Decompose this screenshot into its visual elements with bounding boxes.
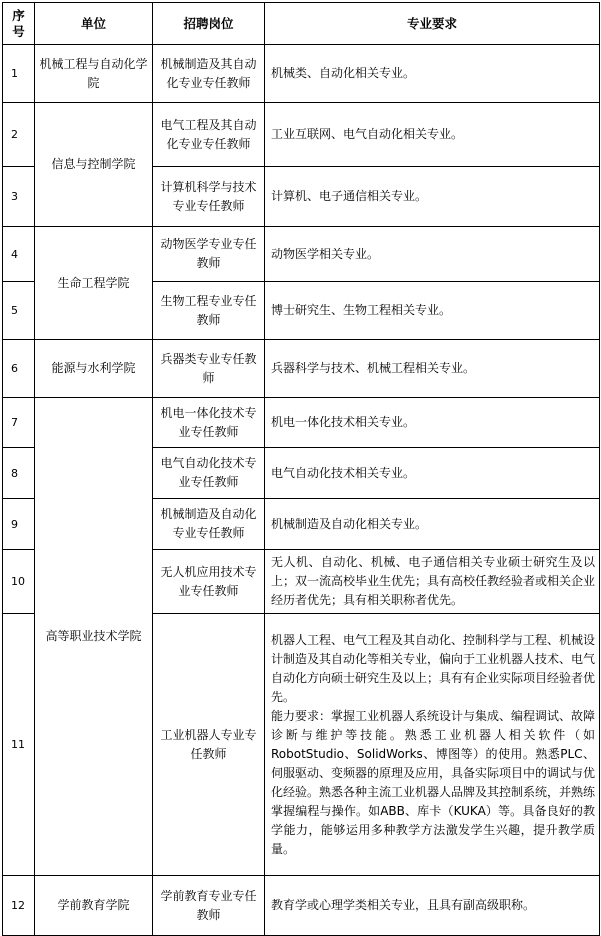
table-row xyxy=(3,103,600,167)
requirement-cell: 工业互联网、电气自动化相关专业。 xyxy=(265,103,600,167)
unit-cell: 信息与控制学院 xyxy=(35,103,153,227)
row-index: 6 xyxy=(3,340,35,398)
requirement-cell: 电气自动化技术相关专业。 xyxy=(265,448,600,499)
row-index: 1 xyxy=(3,45,35,103)
header-requirement: 专业要求 xyxy=(265,3,600,45)
requirement-cell xyxy=(265,614,600,876)
position-cell: 电气自动化技术专业专任教师 xyxy=(153,448,265,499)
requirement-cell: 教育学或心理学类相关专业，且具有副高级职称。 xyxy=(265,876,600,936)
requirement-cell: 博士研究生、生物工程相关专业。 xyxy=(265,282,600,340)
table-row xyxy=(3,876,600,936)
position-cell: 无人机应用技术专业专任教师 xyxy=(153,550,265,614)
header-unit: 单位 xyxy=(35,3,153,45)
unit-cell: 机械工程与自动化学院 xyxy=(35,45,153,103)
header-row xyxy=(3,3,600,45)
requirement-cell: 机械类、自动化相关专业。 xyxy=(265,45,600,103)
table-row xyxy=(3,340,600,398)
requirement-cell: 机械制造及自动化相关专业。 xyxy=(265,499,600,550)
requirement-cell: 计算机、电子通信相关专业。 xyxy=(265,167,600,227)
requirement-cell: 兵器科学与技术、机械工程相关专业。 xyxy=(265,340,600,398)
row-index: 12 xyxy=(3,876,35,936)
row-index: 5 xyxy=(3,282,35,340)
position-cell: 机械制造及自动化专业专任教师 xyxy=(153,499,265,550)
position-cell: 学前教育专业专任教师 xyxy=(153,876,265,936)
unit-cell: 能源与水利学院 xyxy=(35,340,153,398)
position-cell: 机电一体化技术专业专任教师 xyxy=(153,398,265,448)
row-index: 7 xyxy=(3,398,35,448)
table-row xyxy=(3,45,600,103)
recruitment-table xyxy=(2,2,600,936)
table-row xyxy=(3,227,600,282)
position-cell: 生物工程专业专任教师 xyxy=(153,282,265,340)
requirement-cell: 动物医学相关专业。 xyxy=(265,227,600,282)
position-cell: 机械制造及其自动化专业专任教师 xyxy=(153,45,265,103)
row-index: 10 xyxy=(3,550,35,614)
requirement-cell: 机电一体化技术相关专业。 xyxy=(265,398,600,448)
position-cell: 工业机器人专业专任教师 xyxy=(153,614,265,876)
position-cell: 动物医学专业专任教师 xyxy=(153,227,265,282)
position-cell: 兵器类专业专任教师 xyxy=(153,340,265,398)
table-row xyxy=(3,398,600,448)
header-position: 招聘岗位 xyxy=(153,3,265,45)
requirement-ability: 能力要求：掌握工业机器人系统设计与集成、编程调试、故障诊断与维护等技能。熟悉工业机器人相关软件（如RobotStudio、SolidWorks、博图等）的使用。熟悉PLC、伺服驱动、变频器的原理及应用，具备实际项目中的调试与优化经验。熟悉各种主流工业机器人品牌及其控制系统，并熟练掌握编程与操作。如ABB、库卡（KUKA）等。具备良好的教学能力，能够运用多种教学方法激发学生兴趣，提升教学质量。 xyxy=(271,708,596,856)
row-index: 4 xyxy=(3,227,35,282)
row-index: 2 xyxy=(3,103,35,167)
unit-cell: 学前教育学院 xyxy=(35,876,153,936)
row-index: 3 xyxy=(3,167,35,227)
header-index: 序号 xyxy=(3,3,35,45)
unit-cell: 高等职业技术学院 xyxy=(35,398,153,876)
row-index: 8 xyxy=(3,448,35,499)
position-cell: 计算机科学与技术专业专任教师 xyxy=(153,167,265,227)
unit-cell: 生命工程学院 xyxy=(35,227,153,340)
row-index: 9 xyxy=(3,499,35,550)
row-index: 11 xyxy=(3,614,35,876)
requirement-cell: 无人机、自动化、机械、电子通信相关专业硕士研究生及以上；双一流高校毕业生优先；具有高校任教经验者或相关企业经历者优先；具有相关职称者优先。 xyxy=(265,550,600,614)
requirement-major: 机器人工程、电气工程及其自动化、控制科学与工程、机械设计制造及其自动化等相关专业，偏向于工业机器人技术、电气自动化方向硕士研究生及以上；具有有企业实际项目经验者优先。 xyxy=(271,632,596,704)
position-cell: 电气工程及其自动化专业专任教师 xyxy=(153,103,265,167)
